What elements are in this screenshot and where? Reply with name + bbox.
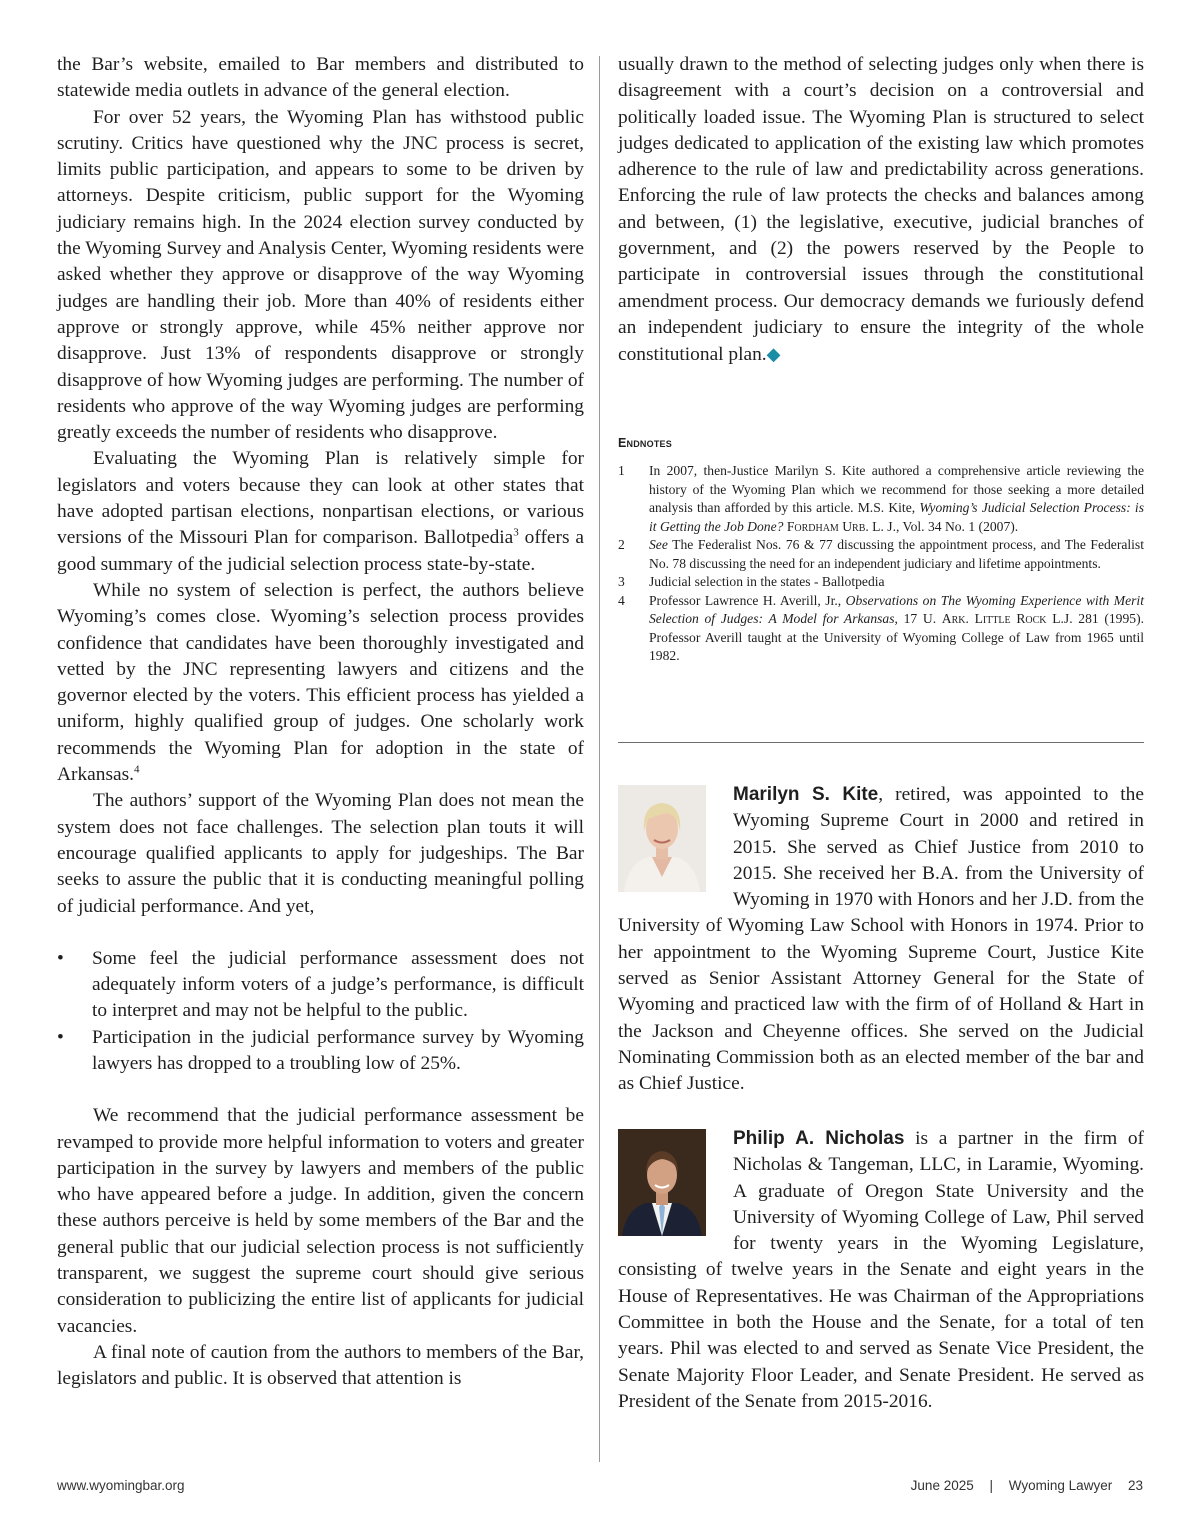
author-bio-nicholas <box>618 1126 1144 1415</box>
endnote-1-text-b: L. J., Vol. 34 No. 1 (2007). <box>868 518 1019 534</box>
footnote-ref-3: 3 <box>513 526 519 539</box>
paragraph-authors-support: The authors’ support of the Wyoming Plan does not mean the system does not face challenges. The selection plan touts it will encourage qualified applicants to apply for judgeships. The Bar seeks to assure the public that it is conducting meaningful polling of judicial performance. And yet, <box>57 790 584 917</box>
endnotes <box>618 436 1144 666</box>
endnote-text <box>649 592 1144 666</box>
list-item-text: Participation in the judicial performance survey by Wyoming lawyers has dropped to a troubling low of 25%. <box>92 1026 584 1074</box>
paragraph-evaluating-a: Evaluating the Wyoming Plan is relatively simple for legislators and voters because they can look at other states that have adopted partisan elections, nonpartisan elections, or various versions of the Missouri Plan for comparison. Ballotpedia <box>57 448 584 549</box>
endnote-2 <box>618 536 1144 573</box>
endnote-1-title: Wyoming’s Judicial Selection Process: is it Getting the Job Done? <box>649 500 1144 534</box>
paragraph-continued-text: usually drawn to the method of selecting judges only when there is disagreement with a court’s decision on a controversial and politically loaded issue. The Wyoming Plan is structured to select judges dedicated to application of the existing law which promotes adherence to the rule of law and predictability across generations. Enforcing the rule of law protects the checks and balances among and between, (1) the legislative, executive, judicial branches of government, and (2) the powers reserved by the People to participate in controversial issues through the constitutional amendment process. Our democracy demands we furiously defend an independent judiciary to ensure the integrity of the whole constitutional plan. <box>618 54 1144 366</box>
endnote-3 <box>618 573 1144 592</box>
endnote-4-text-c: L.J. 281 (1995). Professor Averill taught at the University of Wyoming College of Law from 1965 until 1982. <box>649 611 1145 663</box>
author-bio-kite <box>618 782 1144 1098</box>
column-divider <box>599 56 600 1462</box>
paragraph-evaluating <box>57 446 584 577</box>
paragraph-recommend: We recommend that the judicial performance assessment be revamped to provide more helpful information to voters and greater participation in the survey by lawyers and members of the public who have appeared before a judge. In addition, given the concern these authors perceive is held by some members of the Bar and the general public that our judicial selection process is not sufficiently transparent, we suggest the supreme court should give serious consideration to publicizing the entire list of applicants for judicial vacancies. <box>57 1105 584 1337</box>
paragraph-not-perfect-text: While no system of selection is perfect, the authors believe Wyoming’s comes close. Wyoming’s selection process provides confidence that candidates have been thoroughly investigated and vetted by the JNC representing lawyers and citizens and the governor elected by the voters. This efficient process has yielded a uniform, highly qualified group of judges. One scholarly work recommends the Wyoming Plan for adoption in the state of Arkansas. <box>57 579 584 786</box>
endnote-number: 4 <box>618 592 625 608</box>
endnote-4 <box>618 592 1144 666</box>
end-diamond-icon: ◆ <box>766 344 781 365</box>
endnote-1 <box>618 462 1144 536</box>
author-photo-kite <box>618 785 706 892</box>
section-divider <box>618 742 1144 743</box>
endnote-number: 2 <box>618 537 625 552</box>
paragraph-continued <box>618 52 1144 369</box>
footer-separator: | <box>989 1478 994 1493</box>
bullet-icon: • <box>57 1026 64 1048</box>
portrait-nicholas-icon <box>618 1129 706 1236</box>
endnote-4-title: Observations on The Wyoming Experience with Merit Selection of Judges: A Model for Arkansas <box>649 592 1144 626</box>
endnote-1-journal: Fordham Urb. <box>786 518 869 534</box>
endnote-1-text-a: In 2007, then-Justice Marilyn S. Kite authored a comprehensive article reviewing the history of the Wyoming Plan which we recommend for those seeking a more detailed analysis than afforded by this article. M.S. Kite, <box>649 463 1144 515</box>
endnote-text <box>649 536 1144 573</box>
endnote-number: 1 <box>618 463 625 478</box>
paragraph-caution: A final note of caution from the authors to members of the Bar, legislators and public. It is observed that attention is <box>57 1341 584 1390</box>
list-item <box>57 946 584 1025</box>
endnote-4-journal: Ark. Little Rock <box>941 611 1047 626</box>
portrait-kite-icon <box>618 785 706 892</box>
paragraph-52-years: For over 52 years, the Wyoming Plan has withstood public scrutiny. Critics have questioned why the JNC process is secret, limits public participation, and appears to some to be driven by attorneys. Despite criticism, public support for the Wyoming judiciary remains high. In the 2024 election survey conducted by the Wyoming Survey and Analysis Center, Wyoming residents were asked whether they approve or disapprove of the way Wyoming judges are handling their job. More than 40% of residents either approve or strongly approve, while 45% neither approve nor disapprove. Just 13% of respondents disapprove or strongly disapprove of how Wyoming judges are performing. The number of residents who approve of the way Wyoming judges are performing greatly exceeds the number of residents who disapprove. <box>57 106 584 444</box>
footer-publication-info <box>899 1478 1143 1493</box>
author-name-kite: Marilyn S. Kite <box>733 784 879 805</box>
right-column <box>618 52 1144 369</box>
endnote-4-text-b: , 17 U. <box>894 611 942 626</box>
list-item <box>57 1025 584 1078</box>
concerns-list <box>57 946 584 1077</box>
list-item-text: Some feel the judicial performance assessment does not adequately inform voters of a judge’s performance, is difficult to interpret and may not be helpful to the public. <box>92 947 584 1022</box>
endnote-4-text-a: Professor Lawrence H. Averill, Jr., <box>649 592 846 608</box>
endnote-text <box>649 462 1144 536</box>
endnote-3-text: Judicial selection in the states - Ballotpedia <box>649 574 885 589</box>
author-bio-nicholas-text: is a partner in the firm of Nicholas & Tangeman, LLC, in Laramie, Wyoming. A graduate of Oregon State University and the University of Wyoming College of Law, Phil served for twenty years in the Wyoming Legislature, consisting of twelve years in the Senate and eight years in the House of Representatives. He was Chairman of the Appropriations Committee in both the House and the Senate, for a total of ten years. Phil was elected to and served as Senate Vice President, the Senate Majority Floor Leader, and Senate President. He served as President of the Senate from 2015-2016. <box>618 1128 1144 1412</box>
endnote-2-see: See <box>649 537 668 552</box>
page-number: 23 <box>1127 1478 1143 1493</box>
footer-date: June 2025 <box>910 1478 974 1493</box>
author-bio-kite-text: , retired, was appointed to the Wyoming Supreme Court in 2000 and retired in 2015. She served as Chief Justice from 2010 to 2015. She received her B.A. from the University of Wyoming in 1970 with Honors and her J.D. from the University of Wyoming Law School with Honors in 1974. Prior to her appointment to the Wyoming Supreme Court, Justice Kite served as Senior Assistant Attorney General for the State of Wyoming and practiced law with the firm of of Holland & Hart in the Jackson and Cheyenne offices. She served on the Judicial Nominating Commission both as an elected member of the bar and as Chief Justice. <box>618 784 1144 1095</box>
endnote-number: 3 <box>618 574 625 589</box>
endnote-2-text: The Federalist Nos. 76 & 77 discussing the appointment process, and The Federalist No. 78 discussing the need for an independent judiciary and lifetime appointments. <box>649 537 1144 571</box>
paragraph-not-perfect <box>57 578 584 788</box>
footer-website[interactable]: www.wyomingbar.org <box>57 1478 185 1493</box>
author-photo-nicholas <box>618 1129 706 1236</box>
paragraph-intro: the Bar’s website, emailed to Bar members and distributed to statewide media outlets in advance of the general election. <box>57 54 584 102</box>
left-column <box>57 52 584 1393</box>
footnote-ref-4: 4 <box>134 763 140 776</box>
endnotes-heading: Endnotes <box>618 436 672 450</box>
paragraph-evaluating-b: offers a good summary of the judicial selection process state-by-state. <box>57 527 584 575</box>
footer-publication: Wyoming Lawyer <box>1008 1478 1113 1493</box>
bullet-icon: • <box>57 947 64 969</box>
author-name-nicholas: Philip A. Nicholas <box>733 1128 905 1149</box>
